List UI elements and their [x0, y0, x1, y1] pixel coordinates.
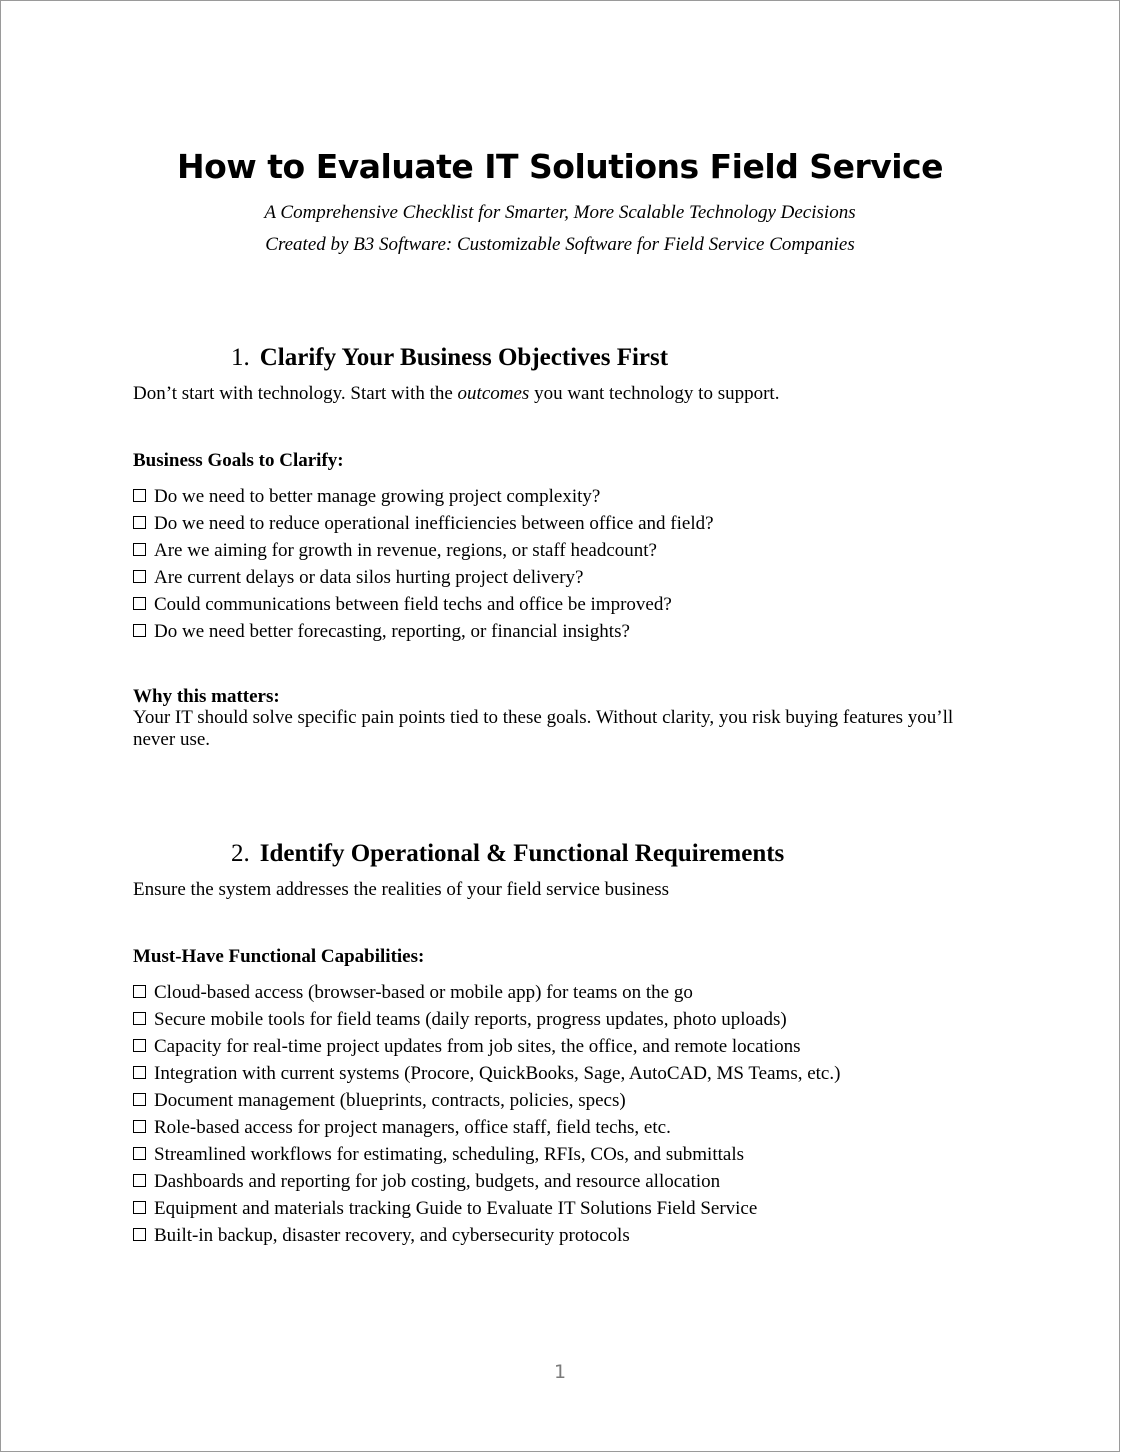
checkbox-icon[interactable]	[133, 1228, 146, 1241]
checklist-item-text: Streamlined workflows for estimating, scheduling, RFIs, COs, and submittals	[154, 1144, 745, 1165]
checkbox-icon[interactable]	[133, 985, 146, 998]
checkbox-icon[interactable]	[133, 516, 146, 529]
checklist-item-text: Integration with current systems (Procore, QuickBooks, Sage, AutoCAD, MS Teams, etc.)	[154, 1063, 841, 1084]
checklist-item	[133, 1143, 840, 1170]
checkbox-icon[interactable]	[133, 543, 146, 556]
section-1-intro-emphasis: outcomes	[457, 383, 530, 404]
checkbox-icon[interactable]	[133, 1120, 146, 1133]
checklist-item-text: Dashboards and reporting for job costing, budgets, and resource allocation	[154, 1171, 721, 1192]
checklist-item	[133, 1062, 840, 1089]
section-1-heading	[231, 342, 668, 374]
checklist-item-text: Do we need to reduce operational inefficiencies between office and field?	[154, 513, 714, 534]
section-2-intro: Ensure the system addresses the realities of your field service business	[133, 879, 670, 900]
checkbox-icon[interactable]	[133, 1039, 146, 1052]
checklist-item	[133, 1089, 840, 1116]
checklist-item-text: Document management (blueprints, contracts, policies, specs)	[154, 1090, 626, 1111]
checklist-item	[133, 1008, 840, 1035]
checkbox-icon[interactable]	[133, 489, 146, 502]
checklist-item	[133, 485, 714, 512]
checklist-item	[133, 1224, 840, 1251]
checklist-item	[133, 620, 714, 647]
checklist-item	[133, 1170, 840, 1197]
checkbox-icon[interactable]	[133, 1147, 146, 1160]
why-this-matters-label: Why this matters:	[133, 686, 280, 707]
checklist-item	[133, 1197, 840, 1224]
why-this-matters-text: Your IT should solve specific pain points tied to these goals. Without clarity, you risk buying features you’ll never use.	[133, 707, 954, 750]
section-1-title: Clarify Your Business Objectives First	[259, 344, 669, 371]
checklist-item-text: Cloud-based access (browser-based or mobile app) for teams on the go	[154, 982, 693, 1003]
checkbox-icon[interactable]	[133, 1174, 146, 1187]
checkbox-icon[interactable]	[133, 1012, 146, 1025]
checklist-item-text: Secure mobile tools for field teams (daily reports, progress updates, photo uploads)	[154, 1009, 787, 1030]
checklist-item-text: Are we aiming for growth in revenue, regions, or staff headcount?	[154, 540, 657, 561]
section-2-number: 2.	[231, 840, 250, 867]
document-subtitle: A Comprehensive Checklist for Smarter, More Scalable Technology Decisions	[264, 202, 856, 223]
checklist-item-text: Equipment and materials tracking Guide to Evaluate IT Solutions Field Service	[154, 1198, 758, 1219]
checkbox-icon[interactable]	[133, 1066, 146, 1079]
checkbox-icon[interactable]	[133, 597, 146, 610]
checkbox-icon[interactable]	[133, 1201, 146, 1214]
checkbox-icon[interactable]	[133, 570, 146, 583]
checklist-item	[133, 512, 714, 539]
checklist-item-text: Capacity for real-time project updates from job sites, the office, and remote locations	[154, 1036, 801, 1057]
document-title: How to Evaluate IT Solutions Field Service	[177, 147, 943, 186]
section-1-number: 1.	[231, 344, 250, 371]
checklist-item-text: Role-based access for project managers, office staff, field techs, etc.	[154, 1117, 671, 1138]
section-2-heading	[231, 838, 784, 870]
business-goals-checklist	[133, 485, 714, 647]
checkbox-icon[interactable]	[133, 1093, 146, 1106]
section-2-title: Identify Operational & Functional Requirements	[259, 840, 785, 867]
checklist-item	[133, 539, 714, 566]
section-1-intro-after: you want technology to support.	[529, 383, 780, 404]
checklist-item-text: Built-in backup, disaster recovery, and cybersecurity protocols	[154, 1225, 630, 1246]
checklist-item-text: Do we need to better manage growing project complexity?	[154, 486, 601, 507]
checklist-item-text: Are current delays or data silos hurting project delivery?	[154, 567, 584, 588]
checklist-item	[133, 566, 714, 593]
checklist-item	[133, 981, 840, 1008]
checklist-item-text: Could communications between field techs and office be improved?	[154, 594, 672, 615]
page-number: 1	[553, 1361, 567, 1383]
checkbox-icon[interactable]	[133, 624, 146, 637]
section-1-intro	[133, 382, 993, 405]
section-2-list-label: Must-Have Functional Capabilities:	[133, 946, 425, 967]
document-byline: Created by B3 Software: Customizable Software for Field Service Companies	[265, 234, 855, 255]
section-1-intro-before: Don’t start with technology. Start with the	[133, 383, 458, 404]
checklist-item	[133, 1116, 840, 1143]
section-1-list-label: Business Goals to Clarify:	[133, 450, 344, 471]
checklist-item	[133, 593, 714, 620]
functional-capabilities-checklist	[133, 981, 840, 1251]
checklist-item-text: Do we need better forecasting, reporting, or financial insights?	[154, 621, 630, 642]
checklist-item	[133, 1035, 840, 1062]
